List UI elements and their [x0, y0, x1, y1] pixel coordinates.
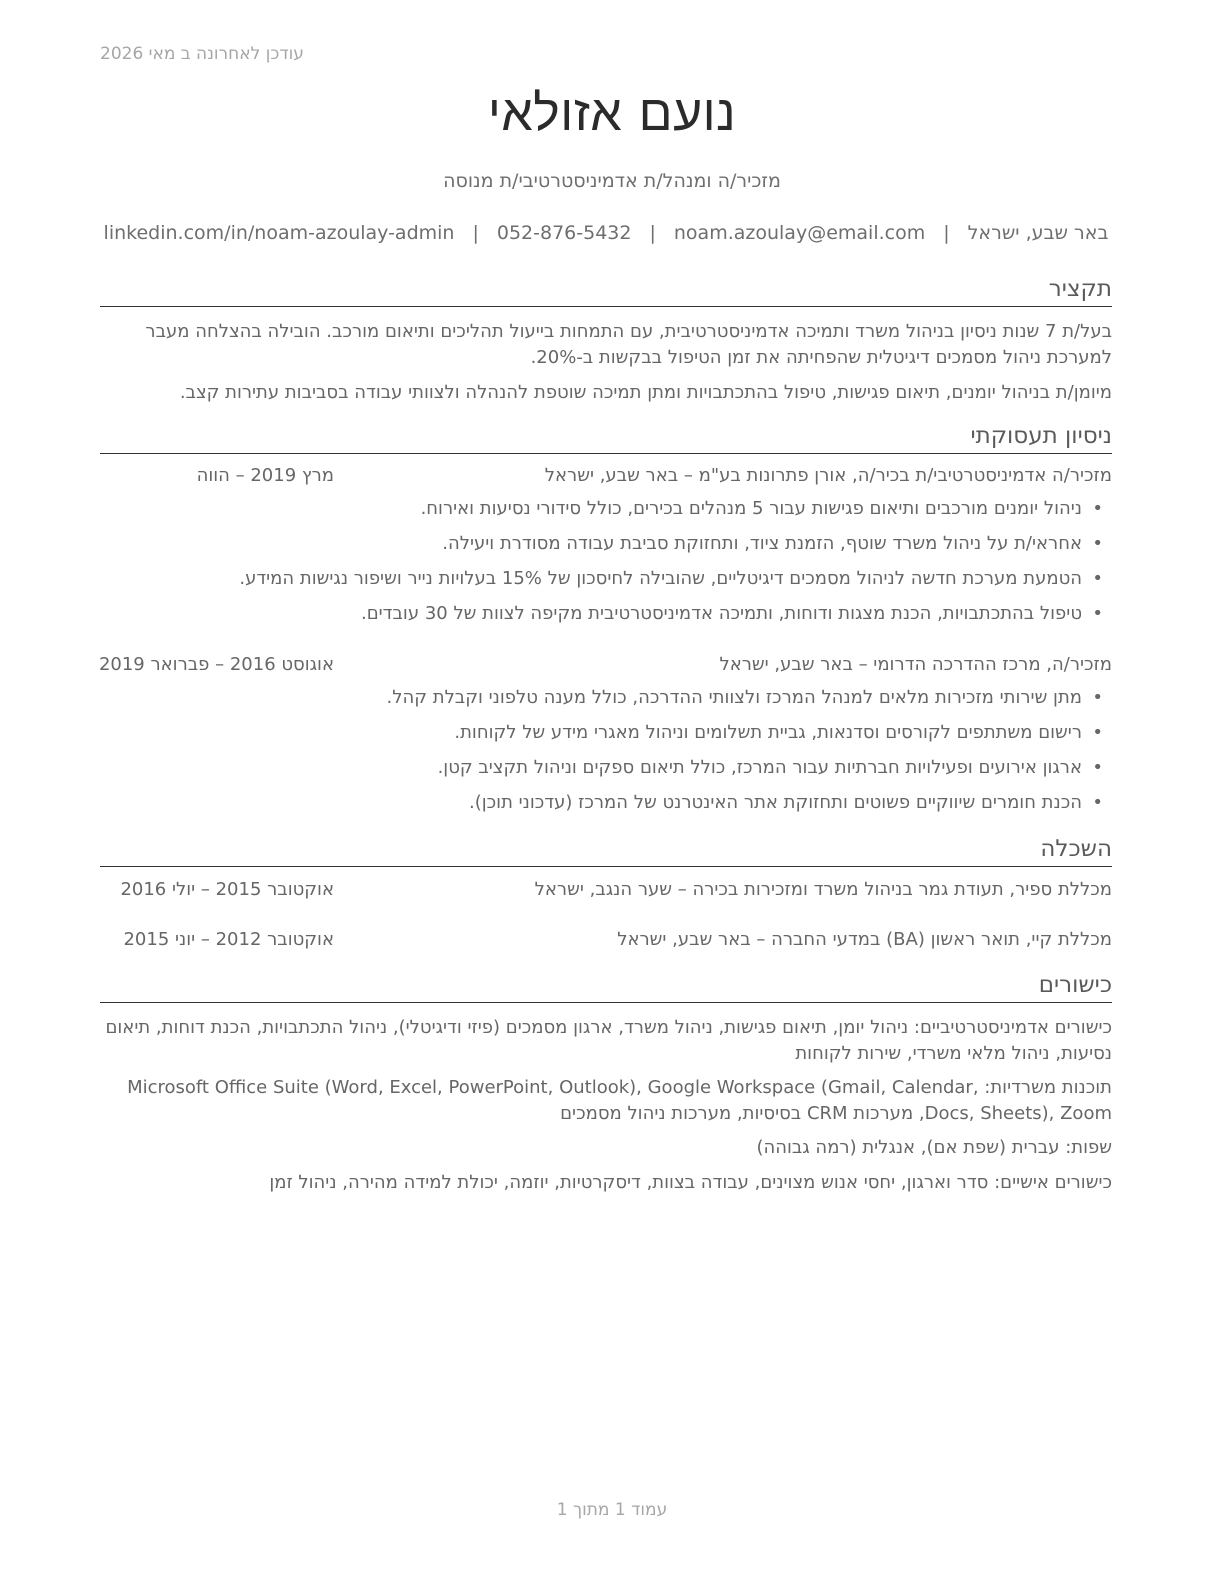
contact-phone[interactable]: 052-876-5432: [496, 222, 632, 244]
job-bullets: [100, 496, 1112, 636]
education-title: מכללת קיי, תואר ראשון (BA) במדעי החברה – באר שבע, ישראל: [617, 929, 1112, 950]
education-title: מכללת ספיר, תעודת גמר בניהול משרד ומזכירות בכירה – שער הנגב, ישראל: [534, 879, 1112, 900]
headline: מזכיר/ה ומנהל/ת אדמיניסטרטיבי/ת מנוסה: [443, 170, 781, 192]
education-item: [100, 929, 1112, 955]
education-dates: אוקטובר 2015 – יולי 2016: [120, 879, 334, 900]
job-bullet: • ארגון אירועים ופעילויות חברתיות עבור המרכז, כולל תיאום ספקים וניהול תקציב קטן.: [100, 755, 1112, 790]
summary-paragraph: מיומן/ת בניהול יומנים, תיאום פגישות, טיפול בהתכתבויות ומתן תמיכה שוטפת להנהלה ולצוותי עבודה בסביבות עתירות קצב.: [179, 382, 1112, 403]
candidate-name: נועם אזולאי: [487, 84, 737, 142]
education-dates: אוקטובר 2012 – יוני 2015: [123, 929, 334, 950]
job-title: מזכיר/ה, מרכז ההדרכה הדרומי – באר שבע, ישראל: [719, 654, 1112, 675]
job-title: מזכיר/ה אדמיניסטרטיבי/ת בכיר/ה, אורן פתרונות בע"מ – באר שבע, ישראל: [544, 465, 1112, 486]
job-dates: אוגוסט 2016 – פברואר 2019: [98, 654, 334, 675]
page-number: עמוד 1 מתוך 1: [556, 1500, 668, 1520]
contact-separator: |: [649, 222, 656, 244]
contact-separator: |: [472, 222, 479, 244]
job-header: [100, 465, 1112, 491]
job-bullet: • אחראי/ת על ניהול משרד שוטף, הזמנת ציוד, ותחזוקת סביבת עבודה מסודרת ויעילה.: [100, 531, 1112, 566]
summary-heading: תקציר: [100, 274, 1112, 307]
job-bullet: • הכנת חומרים שיווקיים פשוטים ותחזוקת אתר האינטרנט של המרכז (עדכוני תוכן).: [100, 790, 1112, 825]
skills-item: שפות: עברית (שפת אם), אנגלית (רמה גבוהה): [756, 1137, 1112, 1158]
job-bullet: • הטמעת מערכת חדשה לניהול מסמכים דיגיטליים, שהובילה לחיסכון של 15% בעלויות נייר ושיפור נגישות המידע.: [100, 566, 1112, 601]
job-bullets: [100, 685, 1112, 825]
job-bullet: • ניהול יומנים מורכבים ותיאום פגישות עבור 5 מנהלים בכירים, כולל סידורי נסיעות ואירוח.: [100, 496, 1112, 531]
job-header: [100, 654, 1112, 680]
skills-item: תוכנות משרדיות: Microsoft Office Suite (Word, Excel, PowerPoint, Outlook), Google Workspace (Gmail, Calendar, Docs, Sheets), Zoom, מערכות CRM בסיסיות, מערכות ניהול מסמכים: [127, 1077, 1112, 1124]
education-heading: השכלה: [100, 834, 1112, 867]
skills-item: כישורים אישיים: סדר וארגון, יחסי אנוש מצוינים, עבודה בצוות, דיסקרטיות, יוזמה, יכולת למידה מהירה, ניהול זמן: [269, 1172, 1112, 1193]
job-bullet: • טיפול בהתכתבויות, הכנת מצגות ודוחות, ותמיכה אדמיניסטרטיבית מקיפה לצוות של 30 עובדים.: [100, 601, 1112, 636]
last-updated-note: עודכן לאחרונה ב מאי 2026: [100, 44, 304, 64]
summary-paragraph: בעל/ת 7 שנות ניסיון בניהול משרד ותמיכה אדמיניסטרטיבית, עם התמחות בייעול תהליכים ותיאום מורכב. הובילה בהצלחה מעבר למערכת ניהול מסמכים דיגיטלית שהפחיתה את זמן הטיפול בבקשות ב-20%.: [145, 321, 1112, 368]
contact-location: באר שבע, ישראל: [967, 222, 1109, 244]
job-bullet: • רישום משתתפים לקורסים וסדנאות, גביית תשלומים וניהול מאגרי מידע של לקוחות.: [100, 720, 1112, 755]
skills-heading: כישורים: [100, 970, 1112, 1003]
education-item: [100, 879, 1112, 905]
job-bullet: • מתן שירותי מזכירות מלאים למנהל המרכז ולצוותי ההדרכה, כולל מענה טלפוני וקבלת קהל.: [100, 685, 1112, 720]
experience-heading: ניסיון תעסוקתי: [100, 421, 1112, 454]
job-dates: מרץ 2019 – הווה: [196, 465, 334, 486]
contact-linkedin[interactable]: linkedin.com/in/noam-azoulay-admin: [103, 222, 455, 244]
contact-separator: |: [943, 222, 950, 244]
skills-item: כישורים אדמיניסטרטיביים: ניהול יומן, תיאום פגישות, ניהול משרד, ארגון מסמכים (פיזי ודיגיטלי), ניהול התכתבויות, הכנת דוחות, תיאום נסיעות, ניהול מלאי משרדי, שירות לקוחות: [105, 1017, 1112, 1064]
contact-line: [100, 222, 1112, 244]
contact-email[interactable]: noam.azoulay@email.com: [673, 222, 926, 244]
